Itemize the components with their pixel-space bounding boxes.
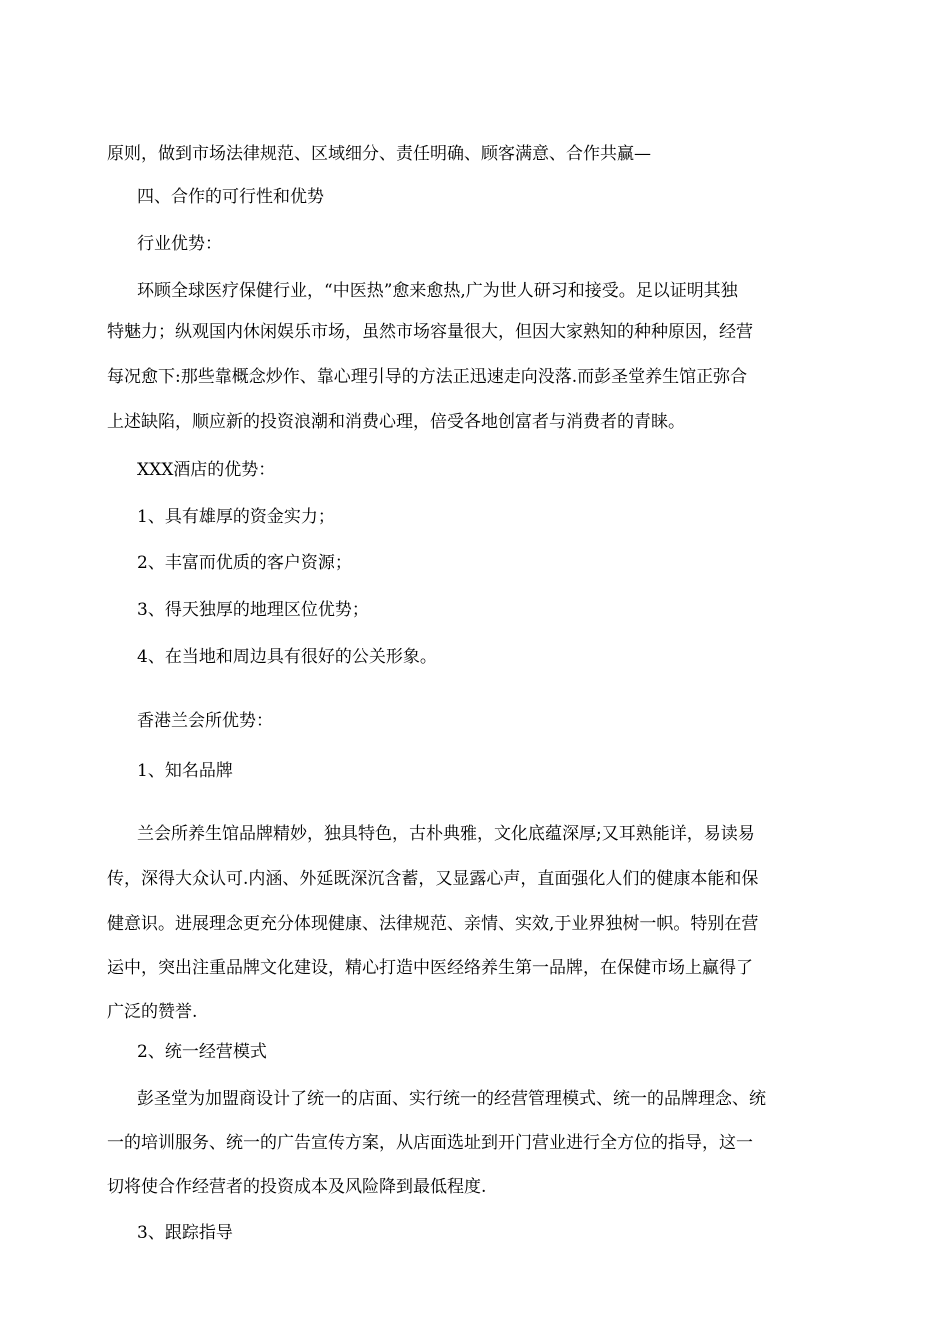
list-item: 3、跟踪指导 <box>137 1223 233 1243</box>
list-item: 1、具有雄厚的资金实力； <box>137 507 335 527</box>
list-item: 4、在当地和周边具有很好的公关形象。 <box>137 647 437 667</box>
paragraph-line: 传，深得大众认可.内涵、外延既深沉含蓄，又显露心声，直面强化人们的健康本能和保 <box>107 869 759 889</box>
list-item: 2、统一经营模式 <box>137 1042 267 1062</box>
list-item: 2、丰富而优质的客户资源； <box>137 553 352 573</box>
paragraph-line: 环顾全球医疗保健行业，“中医热”愈来愈热,广为世人研习和接受。足以证明其独 <box>137 281 738 301</box>
list-item: 1、知名品牌 <box>137 761 233 781</box>
paragraph-line: 切将使合作经营者的投资成本及风险降到最低程度. <box>107 1177 487 1197</box>
paragraph-line: 健意识。进展理念更充分体现健康、法律规范、亲情、实效,于业界独树一帜。特别在营 <box>107 914 759 934</box>
paragraph-line: 运中，突出注重品牌文化建设，精心打造中医经络养生第一品牌，在保健市场上赢得了 <box>107 958 753 978</box>
paragraph-line: 彭圣堂为加盟商设计了统一的店面、实行统一的经营管理模式、统一的品牌理念、统 <box>137 1089 766 1109</box>
subsection-heading: 行业优势： <box>137 234 222 254</box>
list-item: 3、得天独厚的地理区位优势； <box>137 600 369 620</box>
paragraph-line: 原则，做到市场法律规范、区域细分、责任明确、顾客满意、合作共赢— <box>107 144 651 164</box>
paragraph-line: 兰会所养生馆品牌精妙，独具特色，古朴典雅，文化底蕴深厚;又耳熟能详，易读易 <box>137 824 755 844</box>
subsection-heading: 香港兰会所优势： <box>137 711 273 731</box>
paragraph-line: 广泛的赞誉. <box>107 1002 198 1022</box>
paragraph-line: 每况愈下:那些靠概念炒作、靠心理引导的方法正迅速走向没落.而彭圣堂养生馆正弥合 <box>107 367 748 387</box>
paragraph-line: 上述缺陷，顺应新的投资浪潮和消费心理，倍受各地创富者与消费者的青睐。 <box>107 412 685 432</box>
paragraph-line: 一的培训服务、统一的广告宣传方案，从店面选址到开门营业进行全方位的指导，这一 <box>107 1133 753 1153</box>
paragraph-line: 特魅力；纵观国内休闲娱乐市场，虽然市场容量很大，但因大家熟知的种种原因，经营 <box>107 322 753 342</box>
subsection-heading: XXX酒店的优势： <box>137 460 276 480</box>
section-heading: 四、合作的可行性和优势 <box>137 187 324 207</box>
